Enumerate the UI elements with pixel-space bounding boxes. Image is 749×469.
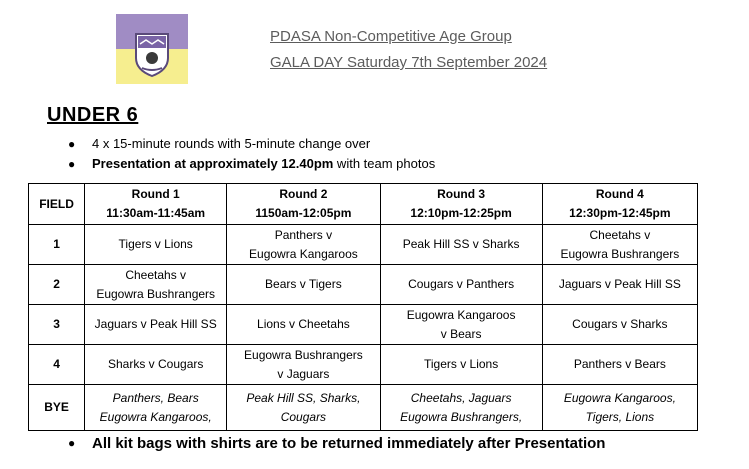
field-number: 4 — [29, 345, 85, 385]
rounds-info: 4 x 15-minute rounds with 5-minute change over — [92, 136, 371, 151]
round-header: Round 1 11:30am-11:45am — [85, 184, 227, 225]
match-cell: Eugowra Kangaroos v Bears — [380, 305, 542, 345]
table-row — [29, 305, 698, 345]
table-header-row — [29, 184, 698, 225]
age-group-heading: UNDER 6 — [47, 104, 139, 126]
bullet-icon: ● — [68, 436, 76, 450]
field-number: 2 — [29, 265, 85, 305]
bullet-icon: ● — [68, 137, 76, 151]
bullet-icon: ● — [68, 157, 76, 171]
match-cell: Tigers v Lions — [380, 345, 542, 385]
presentation-info — [92, 154, 435, 174]
match-cell: Jaguars v Peak Hill SS — [85, 305, 227, 345]
bye-cell: Cheetahs, Jaguars Eugowra Bushrangers, — [380, 385, 542, 431]
round-header: Round 3 12:10pm-12:25pm — [380, 184, 542, 225]
match-cell: Panthers v Bears — [542, 345, 697, 385]
field-number: 3 — [29, 305, 85, 345]
table-row — [29, 225, 698, 265]
shield-crest-icon — [116, 14, 188, 84]
match-cell: Peak Hill SS v Sharks — [380, 225, 542, 265]
match-cell: Tigers v Lions — [85, 225, 227, 265]
schedule-table — [28, 183, 698, 431]
bye-cell: Eugowra Kangaroos, Tigers, Lions — [542, 385, 697, 431]
footer-text: All kit bags with shirts are to be returned immediately after Presentation — [92, 435, 606, 452]
match-cell: Sharks v Cougars — [85, 345, 227, 385]
match-cell: Eugowra Bushrangers v Jaguars — [227, 345, 380, 385]
match-cell: Cheetahs v Eugowra Bushrangers — [542, 225, 697, 265]
match-cell: Lions v Cheetahs — [227, 305, 380, 345]
presentation-time: Presentation at approximately 12.40pm — [92, 156, 334, 171]
bye-row — [29, 385, 698, 431]
match-cell: Cougars v Panthers — [380, 265, 542, 305]
table-row — [29, 345, 698, 385]
match-cell: Bears v Tigers — [227, 265, 380, 305]
header-subtitle: GALA DAY Saturday 7th September 2024 — [270, 54, 548, 71]
table-row — [29, 265, 698, 305]
presentation-note: with team photos — [333, 156, 436, 171]
match-cell: Jaguars v Peak Hill SS — [542, 265, 697, 305]
round-header: Round 4 12:30pm-12:45pm — [542, 184, 697, 225]
field-number: 1 — [29, 225, 85, 265]
field-header: FIELD — [29, 184, 85, 225]
header-title: PDASA Non-Competitive Age Group — [270, 28, 512, 45]
bye-label: BYE — [29, 385, 85, 431]
match-cell: Cheetahs v Eugowra Bushrangers — [85, 265, 227, 305]
club-logo — [116, 14, 188, 84]
match-cell: Cougars v Sharks — [542, 305, 697, 345]
bye-cell: Panthers, Bears Eugowra Kangaroos, — [85, 385, 227, 431]
bye-cell: Peak Hill SS, Sharks, Cougars — [227, 385, 380, 431]
match-cell: Panthers v Eugowra Kangaroos — [227, 225, 380, 265]
round-header: Round 2 1150am-12:05pm — [227, 184, 380, 225]
